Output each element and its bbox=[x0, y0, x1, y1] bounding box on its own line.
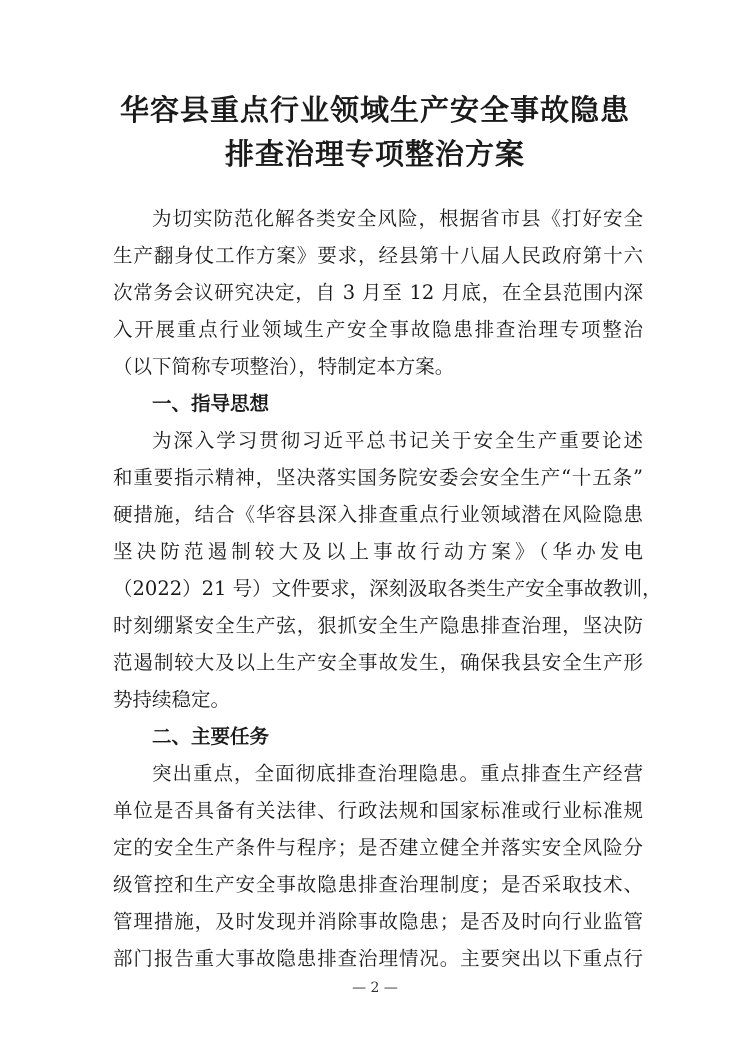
section1-line: （2022）21 号）文件要求，深刻汲取各类生产安全事故教训， bbox=[113, 577, 662, 600]
section2-line: 单位是否具备有关法律、行政法规和国家标准或行业标准规 bbox=[113, 799, 643, 822]
section1-line: 和重要指示精神，坚决落实国务院安委会安全生产“十五条” bbox=[113, 466, 643, 489]
intro-line: 生产翻身仗工作方案》要求，经县第十八届人民政府第十六 bbox=[113, 244, 643, 267]
section1-line: 范遏制较大及以上生产安全事故发生，确保我县安全生产形 bbox=[113, 651, 643, 674]
section2-line: 级管控和生产安全事故隐患排查治理制度；是否采取技术、 bbox=[113, 873, 643, 896]
section-heading-main-tasks: 二、主要任务 bbox=[152, 725, 270, 748]
section2-line: 定的安全生产条件与程序；是否建立健全并落实安全风险分 bbox=[113, 836, 643, 859]
section1-line: 势持续稳定。 bbox=[113, 688, 231, 711]
section2-line: 部门报告重大事故隐患排查治理情况。主要突出以下重点行 bbox=[113, 947, 643, 970]
intro-line: 入开展重点行业领域生产安全事故隐患排查治理专项整治 bbox=[113, 318, 643, 341]
intro-line: 次常务会议研究决定，自 3 月至 12 月底，在全县范围内深 bbox=[113, 281, 643, 304]
document-title-line-1: 华容县重点行业领域生产安全事故隐患 bbox=[119, 93, 630, 127]
section-heading-guiding-ideology: 一、指导思想 bbox=[152, 392, 270, 415]
document-title-line-2: 排查治理专项整治方案 bbox=[224, 137, 525, 171]
section2-line: 管理措施，及时发现并消除事故隐患；是否及时向行业监管 bbox=[113, 910, 643, 933]
section1-line: 坚决防范遏制较大及以上事故行动方案》（华办发电 bbox=[113, 540, 643, 563]
section1-line: 为深入学习贯彻习近平总书记关于安全生产重要论述 bbox=[152, 429, 643, 452]
section1-line: 时刻绷紧安全生产弦，狠抓安全生产隐患排查治理，坚决防 bbox=[113, 614, 643, 637]
section1-line: 硬措施，结合《华容县深入排查重点行业领域潜在风险隐患 bbox=[113, 503, 643, 526]
section2-line: 突出重点，全面彻底排查治理隐患。重点排查生产经营 bbox=[152, 762, 643, 785]
intro-line: 为切实防范化解各类安全风险，根据省市县《打好安全 bbox=[152, 207, 643, 230]
page-number: — 2 — bbox=[352, 980, 398, 996]
intro-line: （以下简称专项整治），特制定本方案。 bbox=[113, 355, 455, 378]
